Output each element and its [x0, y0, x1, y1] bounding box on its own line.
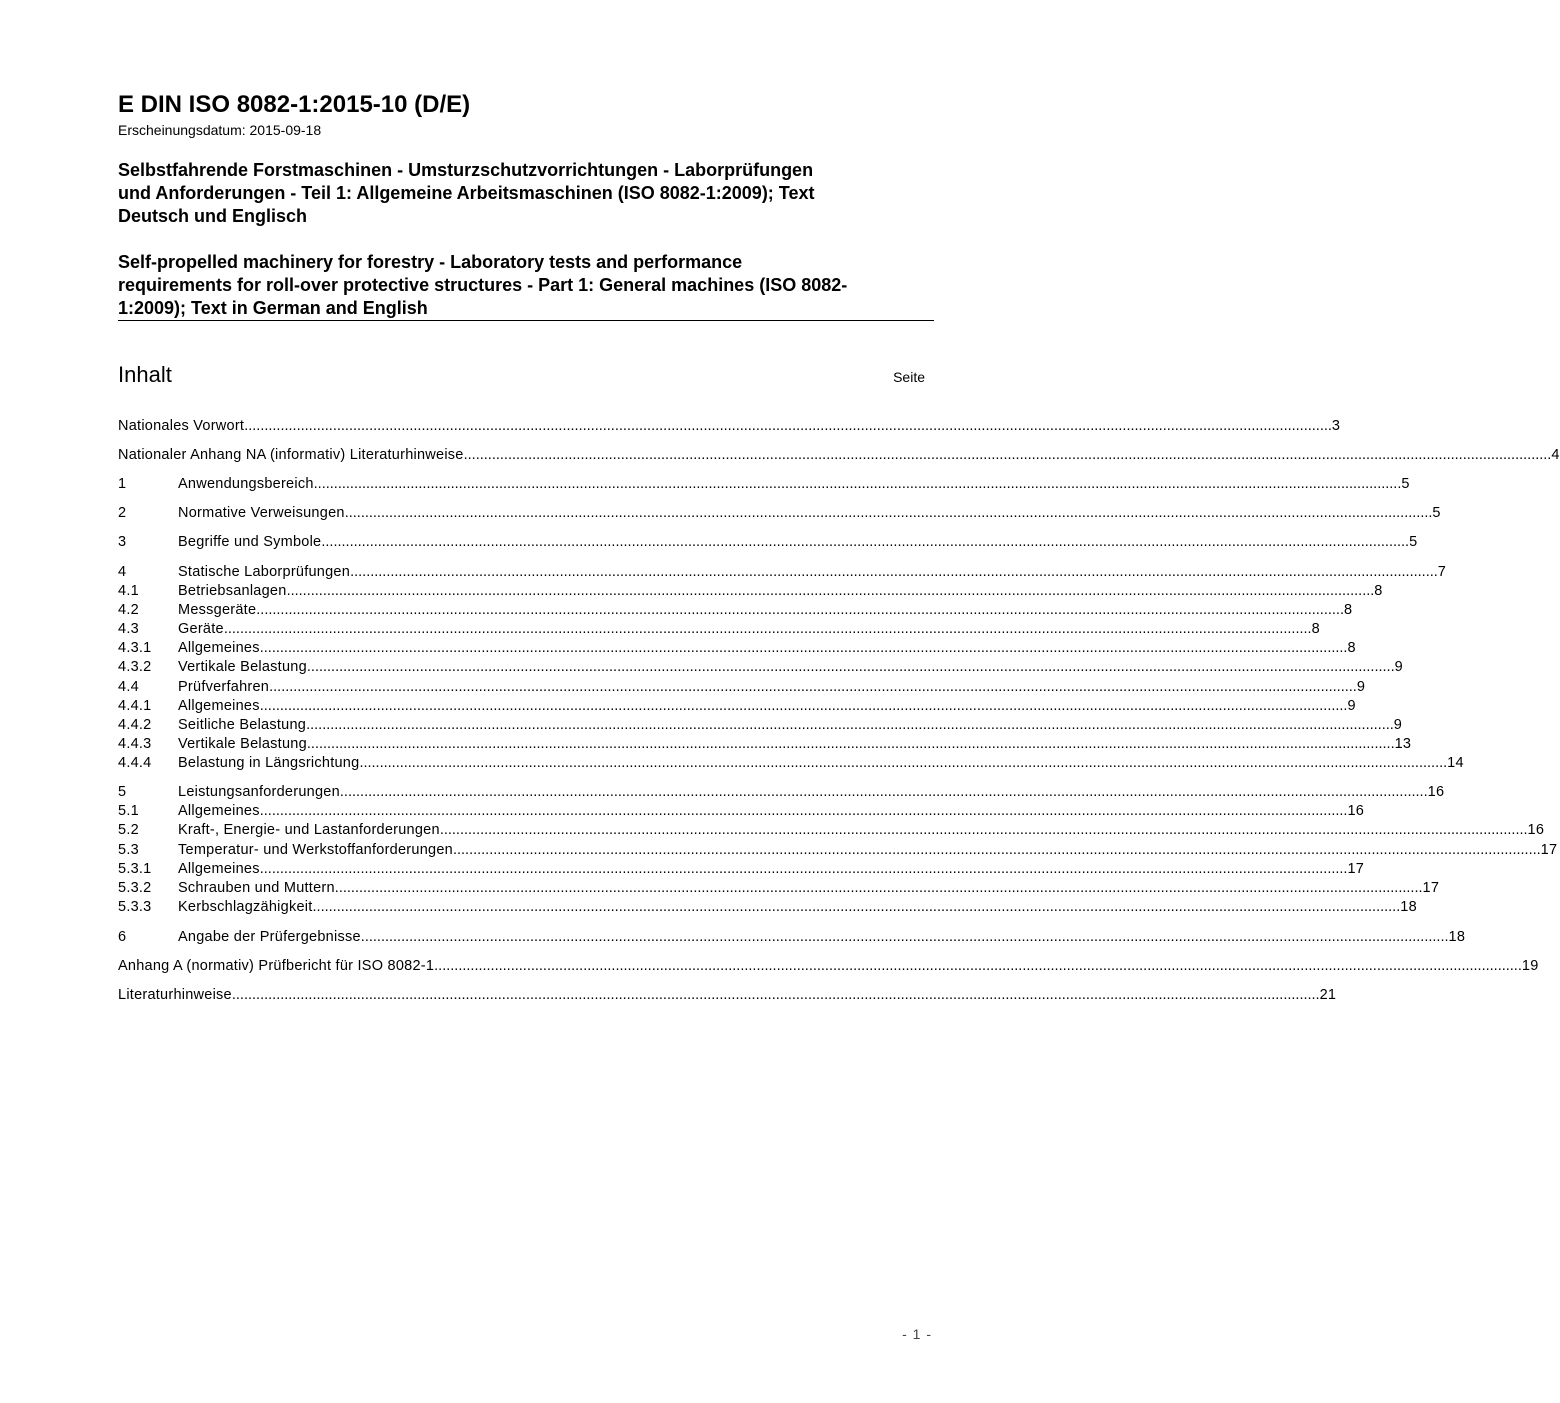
toc-dot-leader — [361, 928, 1449, 947]
toc-entry-number: 4.4.4 — [118, 755, 152, 771]
toc-entry[interactable] — [118, 639, 1356, 658]
toc-entry-number: 5.3 — [118, 842, 139, 858]
toc-heading: Inhalt — [118, 362, 172, 387]
toc-entry[interactable] — [118, 841, 1558, 860]
toc-entry-number: 4.4 — [118, 679, 139, 695]
toc-entry-page: 18 — [1448, 929, 1466, 945]
toc-entry-number: 4.3 — [118, 621, 139, 637]
toc-entry-title: Messgeräte — [178, 602, 257, 618]
toc-entry-title: Kraft-, Energie- und Lastanforderungen — [178, 822, 440, 838]
toc-entry-title: Angabe der Prüfergebnisse — [178, 929, 361, 945]
toc-entry[interactable] — [118, 678, 1366, 697]
toc-entry-page: 18 — [1400, 899, 1417, 915]
toc-entry-page: 16 — [1527, 822, 1545, 838]
toc-entry-page: 13 — [1394, 736, 1412, 752]
toc-entry[interactable] — [118, 475, 1410, 494]
toc-entry-page: 19 — [1521, 958, 1539, 974]
title-english-line: Self-propelled machinery for forestry - Laboratory tests and performance — [118, 252, 743, 272]
toc-entry-number: 4 — [118, 564, 127, 580]
toc-entry-title: Prüfverfahren — [178, 679, 270, 695]
toc-entry-page: 16 — [1427, 784, 1445, 800]
toc-dot-leader — [453, 841, 1541, 860]
toc-dot-leader — [260, 697, 1348, 716]
toc-dot-leader — [350, 563, 1438, 582]
toc-entry-number: 5.3.3 — [118, 899, 152, 915]
toc-entry[interactable] — [118, 898, 1417, 917]
toc-entry-title: Seitliche Belastung — [178, 717, 307, 733]
toc-entry-number: 6 — [118, 929, 127, 945]
toc-entry-title: Allgemeines — [178, 640, 260, 656]
toc-entry-page: 7 — [1437, 564, 1447, 580]
document-id: E DIN ISO 8082-1:2015-10 (D/E) — [118, 91, 471, 118]
toc-dot-leader — [260, 802, 1348, 821]
toc-entry[interactable] — [118, 658, 1403, 677]
toc-entry[interactable] — [118, 821, 1545, 840]
toc-entry-title: Nationaler Anhang NA (informativ) Literaturhinweise — [118, 447, 464, 463]
toc-entry[interactable] — [118, 417, 1341, 436]
toc-dot-leader — [359, 754, 1447, 773]
toc-entry-page: 8 — [1343, 602, 1353, 618]
title-german-line: Deutsch und Englisch — [118, 206, 308, 226]
toc-entry-page: 17 — [1347, 861, 1365, 877]
title-english-line: 1:2009); Text in German and English — [118, 298, 428, 318]
toc-entry-title: Normative Verweisungen — [178, 505, 345, 521]
toc-entry-page: 8 — [1311, 621, 1320, 637]
toc-entry-number: 5.3.2 — [118, 880, 152, 896]
toc-entry-title: Nationales Vorwort — [118, 418, 245, 434]
toc-entry-title: Vertikale Belastung — [178, 659, 307, 675]
toc-dot-leader — [306, 716, 1394, 735]
toc-entry-page: 17 — [1540, 842, 1558, 858]
toc-entry-number: 5.3.1 — [118, 861, 152, 877]
toc-entry-number: 5 — [118, 784, 127, 800]
toc-entry-number: 5.2 — [118, 822, 139, 838]
toc-entry-title: Statische Laborprüfungen — [178, 564, 351, 580]
toc-entry-page: 9 — [1393, 717, 1403, 733]
publication-date: Erscheinungsdatum: 2015-09-18 — [118, 122, 322, 138]
toc-entry-title: Allgemeines — [178, 803, 260, 819]
toc-entry-page: 3 — [1331, 418, 1341, 434]
toc-entry[interactable] — [118, 802, 1365, 821]
toc-page-column-label: Seite — [893, 369, 925, 385]
toc-entry[interactable] — [118, 601, 1353, 620]
toc-entry-number: 4.4.2 — [118, 717, 152, 733]
toc-dot-leader — [232, 986, 1320, 1005]
toc-entry-title: Temperatur- und Werkstoffanforderungen — [178, 842, 453, 858]
toc-dot-leader — [440, 821, 1528, 840]
toc-entry-title: Anwendungsbereich — [178, 476, 314, 492]
toc-entry-title: Schrauben und Muttern — [178, 880, 335, 896]
toc-entry-number: 4.3.1 — [118, 640, 152, 656]
toc-entry-number: 4.4.1 — [118, 698, 152, 714]
toc-dot-leader — [321, 533, 1409, 552]
toc-entry-title: Allgemeines — [178, 861, 260, 877]
toc-dot-leader — [287, 582, 1375, 601]
toc-entry-title: Leistungsanforderungen — [178, 784, 340, 800]
toc-entry[interactable] — [118, 620, 1320, 639]
toc-entry-title: Begriffe und Symbole — [178, 534, 322, 550]
toc-dot-leader — [307, 658, 1395, 677]
toc-entry-page: 9 — [1394, 659, 1403, 675]
toc-entry[interactable] — [118, 928, 1466, 947]
toc-entry[interactable] — [118, 697, 1356, 716]
toc-entry[interactable] — [118, 783, 1445, 802]
toc-entry[interactable] — [118, 582, 1383, 601]
toc-entry-number: 5.1 — [118, 803, 139, 819]
toc-dot-leader — [345, 504, 1433, 523]
toc-entry[interactable] — [118, 563, 1447, 582]
toc-entry-page: 16 — [1347, 803, 1365, 819]
toc-entry-title: Betriebsanlagen — [178, 583, 287, 599]
toc-entry[interactable] — [118, 446, 1560, 465]
toc-entry[interactable] — [118, 860, 1365, 879]
toc-entry[interactable] — [118, 879, 1440, 898]
toc-entry-title: Allgemeines — [178, 698, 260, 714]
toc-entry-title: Geräte — [178, 621, 224, 637]
toc-dot-leader — [314, 475, 1402, 494]
toc-entry-title: Kerbschlagzähigkeit — [178, 899, 313, 915]
toc-entry-page: 9 — [1356, 679, 1366, 695]
toc-entry-page: 14 — [1447, 755, 1464, 771]
toc-entry[interactable] — [118, 957, 1539, 976]
toc-entry-page: 21 — [1319, 987, 1337, 1003]
toc-dot-leader — [335, 879, 1423, 898]
title-german-line: Selbstfahrende Forstmaschinen - Umsturzschutzvorrichtungen - Laborprüfungen — [118, 160, 814, 180]
toc-entry[interactable] — [118, 735, 1412, 754]
toc-entry-page: 9 — [1347, 698, 1356, 714]
toc-entry-number: 1 — [118, 476, 127, 492]
toc-entry-number: 4.1 — [118, 583, 139, 599]
toc-dot-leader — [244, 417, 1332, 436]
toc-dot-leader — [260, 860, 1348, 879]
toc-dot-leader — [313, 898, 1401, 917]
toc-entry-title: Vertikale Belastung — [178, 736, 307, 752]
toc-entry[interactable] — [118, 716, 1403, 735]
toc-entry-page: 5 — [1432, 505, 1441, 521]
title-german-line: und Anforderungen - Teil 1: Allgemeine Arbeitsmaschinen (ISO 8082-1:2009); Text — [118, 183, 815, 203]
toc-entry[interactable] — [118, 533, 1418, 552]
toc-entry-page: 5 — [1401, 476, 1410, 492]
toc-dot-leader — [464, 446, 1552, 465]
table-of-contents — [118, 0, 1560, 1403]
page-number: - 1 - — [902, 1326, 932, 1342]
toc-dot-leader — [260, 639, 1348, 658]
toc-entry-number: 2 — [118, 505, 127, 521]
toc-entry[interactable] — [118, 754, 1464, 773]
toc-entry[interactable] — [118, 986, 1337, 1005]
toc-dot-leader — [256, 601, 1344, 620]
toc-dot-leader — [340, 783, 1428, 802]
title-english-line: requirements for roll-over protective structures - Part 1: General machines (ISO 8082- — [118, 275, 848, 295]
toc-entry-page: 5 — [1409, 534, 1418, 550]
toc-entry-number: 4.3.2 — [118, 659, 152, 675]
toc-entry[interactable] — [118, 504, 1441, 523]
toc-entry-number: 4.2 — [118, 602, 139, 618]
toc-dot-leader — [434, 957, 1522, 976]
toc-entry-page: 17 — [1422, 880, 1440, 896]
toc-entry-number: 4.4.3 — [118, 736, 152, 752]
toc-entry-page: 8 — [1374, 583, 1383, 599]
toc-entry-number: 3 — [118, 534, 127, 550]
toc-entry-page: 8 — [1347, 640, 1356, 656]
toc-dot-leader — [269, 678, 1357, 697]
toc-dot-leader — [307, 735, 1395, 754]
toc-dot-leader — [224, 620, 1312, 639]
toc-entry-title: Literaturhinweise — [118, 987, 232, 1003]
toc-entry-title: Belastung in Längsrichtung — [178, 755, 360, 771]
toc-entry-title: Anhang A (normativ) Prüfbericht für ISO 8082-1 — [118, 958, 435, 974]
toc-entry-page: 4 — [1551, 447, 1560, 463]
